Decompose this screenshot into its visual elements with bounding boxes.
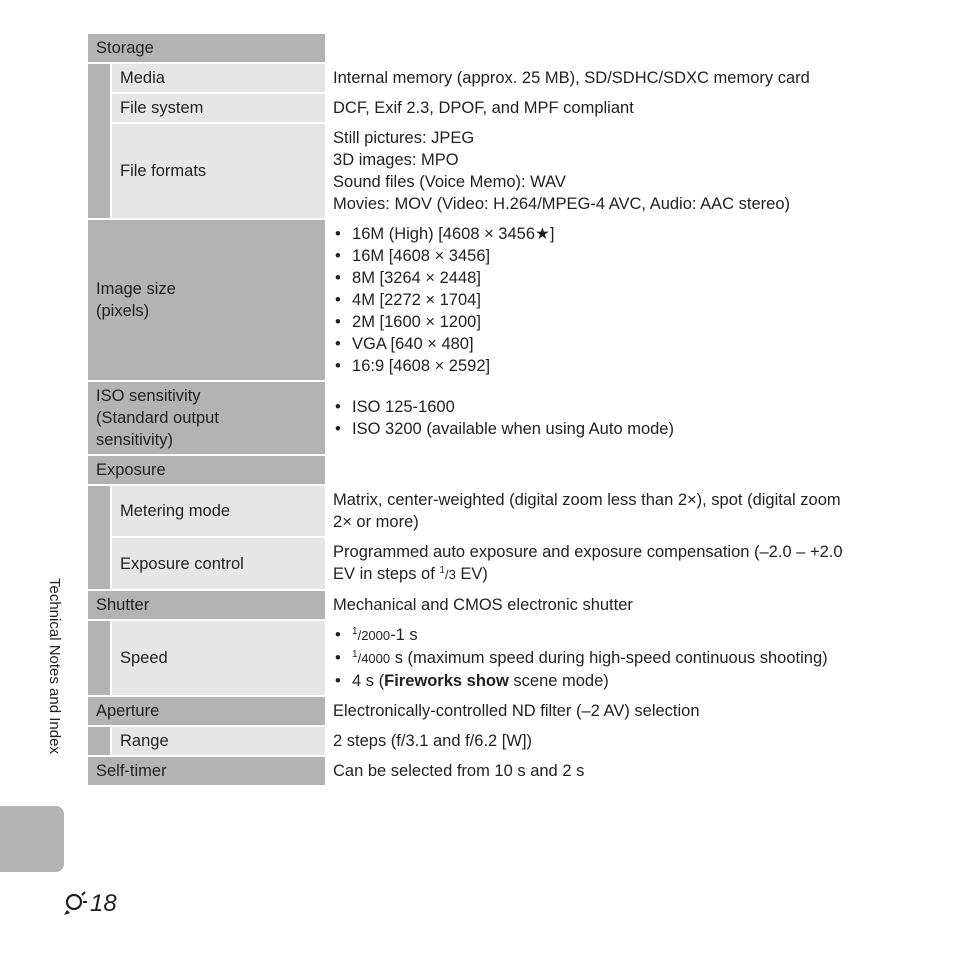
aperture-indent	[88, 727, 110, 755]
row-self-timer	[88, 757, 854, 785]
row-range	[88, 727, 854, 755]
row-media	[88, 64, 854, 92]
list-item: • $^1$/2000-1 s	[333, 624, 846, 647]
storage-header: Storage	[88, 34, 325, 62]
aperture-value: Electronically-controlled ND filter (–2 AV) selection	[333, 702, 700, 720]
row-iso	[88, 382, 854, 454]
list-item: • 16:9 [4608 × 2592]	[333, 355, 846, 377]
exposure-header: Exposure	[88, 456, 325, 484]
shutter-indent	[88, 621, 110, 695]
list-item: • $^1$/4000 s (maximum speed during high-speed continuous shooting)	[333, 647, 846, 670]
exposure-indent	[88, 486, 110, 589]
aperture-header: Aperture	[88, 697, 325, 725]
metering-mode-value: Matrix, center-weighted (digital zoom less than 2×), spot (digital zoom 2× or more)	[333, 491, 841, 531]
section-side-label: Technical Notes and Index	[46, 578, 63, 754]
file-format-line: Still pictures: JPEG	[333, 129, 475, 147]
list-item: • ISO 125-1600	[333, 396, 846, 418]
row-exposure	[88, 456, 854, 484]
row-storage	[88, 34, 854, 62]
file-format-line: 3D images: MPO	[333, 151, 459, 169]
file-format-line: Movies: MOV (Video: H.264/MPEG-4 AVC, Audio: AAC stereo)	[333, 195, 791, 213]
iso-label: ISO sensitivity (Standard output sensitivity)	[88, 382, 325, 454]
page-number	[62, 890, 117, 918]
row-metering-mode	[88, 486, 854, 536]
list-item: • 8M [3264 × 2448]	[333, 267, 846, 289]
file-formats-label: File formats	[110, 124, 325, 218]
row-shutter	[88, 591, 854, 619]
exposure-control-value: Programmed auto exposure and exposure compensation (–2.0 – +2.0 EV in steps of $^1$/3 EV)	[333, 543, 843, 583]
star-icon: ★	[535, 225, 550, 243]
image-size-label: Image size (pixels)	[88, 220, 325, 380]
tech-notes-icon	[62, 891, 88, 917]
row-aperture	[88, 697, 854, 725]
row-speed	[88, 621, 854, 695]
media-value: Internal memory (approx. 25 MB), SD/SDHC/SDXC memory card	[333, 69, 810, 87]
media-label: Media	[110, 64, 325, 92]
row-file-formats	[88, 124, 854, 218]
speed-values	[325, 621, 854, 695]
list-item: • VGA [640 × 480]	[333, 333, 846, 355]
list-item: • 4M [2272 × 1704]	[333, 289, 846, 311]
self-timer-header: Self-timer	[88, 757, 325, 785]
range-value: 2 steps (f/3.1 and f/6.2 [W])	[333, 732, 533, 750]
exposure-control-label: Exposure control	[110, 538, 325, 589]
file-formats-value	[325, 124, 854, 218]
list-item: • 16M [4608 × 3456]	[333, 245, 846, 267]
section-tab	[0, 806, 64, 872]
file-system-value: DCF, Exif 2.3, DPOF, and MPF compliant	[333, 99, 634, 117]
specifications-table	[88, 32, 854, 787]
shutter-header: Shutter	[88, 591, 325, 619]
row-image-size	[88, 220, 854, 380]
metering-mode-label: Metering mode	[110, 486, 325, 536]
row-exposure-control	[88, 538, 854, 589]
storage-indent	[88, 64, 110, 218]
iso-values	[325, 382, 854, 454]
self-timer-value: Can be selected from 10 s and 2 s	[333, 762, 585, 780]
speed-label: Speed	[110, 621, 325, 695]
list-item: • 4 s (Fireworks show scene mode)	[333, 670, 846, 692]
range-label: Range	[110, 727, 325, 755]
image-size-values	[325, 220, 854, 380]
row-file-system	[88, 94, 854, 122]
page-number-text: 18	[90, 890, 117, 917]
list-item: • 2M [1600 × 1200]	[333, 311, 846, 333]
list-item: • ISO 3200 (available when using Auto mode)	[333, 418, 846, 440]
list-item: • 16M (High) [4608 × 3456★]	[333, 223, 846, 245]
file-system-label: File system	[110, 94, 325, 122]
shutter-value: Mechanical and CMOS electronic shutter	[333, 596, 633, 614]
file-format-line: Sound files (Voice Memo): WAV	[333, 173, 566, 191]
